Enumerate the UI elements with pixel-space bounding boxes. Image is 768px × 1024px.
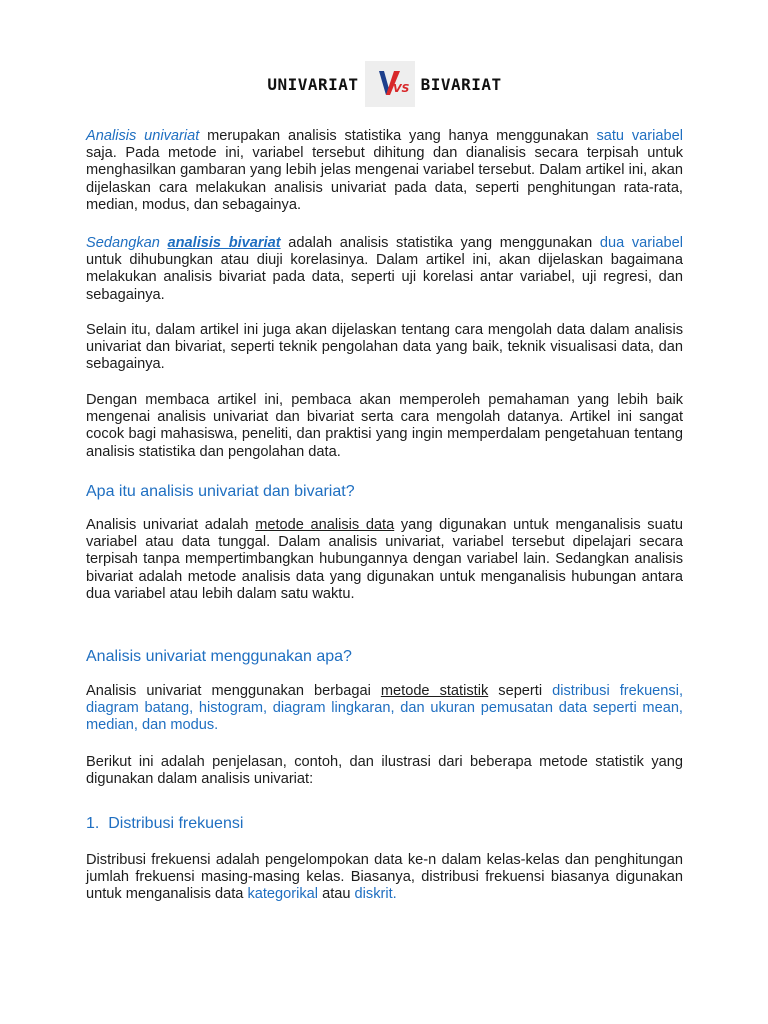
- link-analisis-bivariat[interactable]: analisis bivariat: [167, 235, 281, 251]
- text: seperti: [488, 683, 553, 699]
- text: Analisis univariat adalah: [86, 517, 256, 533]
- paragraph-text: Dengan membaca artikel ini, pembaca akan memperoleh pemahaman yang lebih baik mengenai analisis univariat dan bivariat serta cara mengolah datanya. Artikel ini sangat cocok bagi mahasiswa, peneliti, dan praktisi yang ingin memperdalam pengetahuan tentang analisis statistika dan pengolahan data.: [86, 392, 683, 460]
- paragraph-metode: [86, 683, 683, 735]
- paragraph-text: Berikut ini adalah penjelasan, contoh, dan ilustrasi dari beberapa metode statistik yang digunakan dalam analisis univariat:: [86, 754, 683, 788]
- vs-text: VS: [392, 82, 409, 95]
- text: Analisis univariat menggunakan berbagai: [86, 683, 381, 699]
- paragraph-definisi: [86, 517, 683, 603]
- vs-logo: [365, 61, 415, 107]
- text: saja. Pada metode ini, variabel tersebut dihitung dan dianalisis secara terpisah untuk menghasilkan gambaran yang lebih jelas mengenai variabel tersebut. Dalam artikel ini, akan dijelaskan cara melakukan analisis univariat pada data, seperti penghitungan rata-rata, median, modus, dan sebagainya.: [86, 145, 683, 213]
- text: Distribusi frekuensi adalah pengelompokan data ke-n dalam kelas-kelas dan penghitungan jumlah frekuensi masing-masing kelas. Biasanya, distribusi frekuensi biasanya digunakan untuk menganalisis data: [86, 852, 683, 903]
- paragraph-intro-bivariat: [86, 235, 683, 304]
- paragraph-intro-univariat: [86, 128, 683, 214]
- title-row: [86, 61, 683, 107]
- text: merupakan analisis statistika yang hanya menggunakan: [199, 128, 597, 144]
- term-kategorikal: kategorikal: [247, 886, 319, 903]
- heading-menggunakan-apa: [86, 648, 683, 666]
- section-heading: Analisis univariat menggunakan apa?: [86, 648, 352, 665]
- title-left: UNIVARIAT: [267, 74, 359, 94]
- text: adalah analisis statistika yang menggunakan: [280, 235, 600, 251]
- term-sedangkan: Sedangkan: [86, 235, 168, 251]
- vs-icon: [373, 67, 407, 101]
- paragraph-selain-itu: [86, 322, 683, 374]
- link-metode-analisis-data[interactable]: metode analisis data: [255, 517, 395, 533]
- term-analisis-univariat: Analisis univariat: [86, 128, 200, 144]
- term-satu-variabel: satu variabel: [596, 128, 683, 144]
- title-right: BIVARIAT: [420, 74, 502, 94]
- text: yang digunakan untuk menganalisis suatu variabel atau data tunggal. Dalam analisis univariat, variabel tersebut dipelajari secara terpisah tanpa mempertimbangkan hubungannya dengan variabel lain. Sedangkan analisis bivariat adalah metode analisis data yang digunakan untuk menganalisis hubungan antara dua variabel atau lebih dalam satu waktu.: [86, 517, 684, 602]
- paragraph-distribusi: [86, 852, 683, 904]
- text: atau: [318, 886, 355, 903]
- term-dua-variabel: dua variabel: [599, 235, 683, 251]
- metode-list: distribusi frekuensi, diagram batang, histogram, diagram lingkaran, dan ukuran pemusatan data seperti mean, median, dan modus.: [86, 683, 684, 734]
- paragraph-text: Selain itu, dalam artikel ini juga akan dijelaskan tentang cara mengolah data dalam analisis univariat dan bivariat, seperti teknik pengolahan data yang baik, teknik visualisasi data, dan sebagainya.: [86, 322, 683, 373]
- heading-apa-itu: [86, 483, 683, 501]
- heading-text: Distribusi frekuensi: [108, 815, 244, 832]
- link-metode-statistik[interactable]: metode statistik: [380, 683, 489, 699]
- paragraph-berikut: [86, 754, 683, 788]
- text: untuk dihubungkan atau diuji korelasinya. Dalam artikel ini, akan dijelaskan bagaimana melakukan analisis bivariat pada data, seperti uji korelasi antar variabel, uji regresi, dan sebagainya.: [86, 252, 683, 303]
- paragraph-dengan-membaca: [86, 392, 683, 461]
- heading-number: 1.: [86, 815, 100, 832]
- section-heading: Apa itu analisis univariat dan bivariat?: [86, 483, 355, 500]
- term-diskrit: diskrit.: [354, 886, 397, 903]
- heading-distribusi: [86, 815, 683, 833]
